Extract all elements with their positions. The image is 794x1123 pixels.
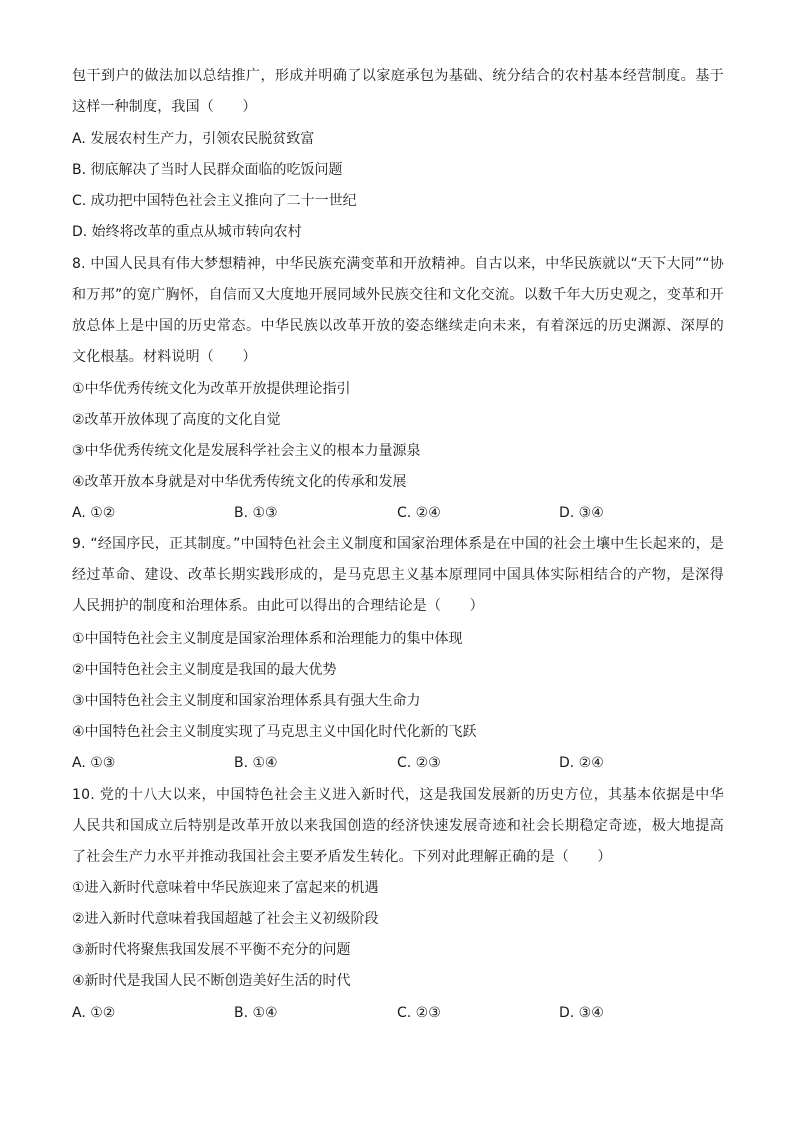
q10-choice-d: D. ③④	[559, 1005, 604, 1021]
q9-choices	[72, 748, 724, 779]
q8-choice-d: D. ③④	[559, 505, 604, 521]
q8-choice-c: C. ②④	[397, 505, 441, 521]
q8-statement-3: ③中华优秀传统文化是发展科学社会主义的根本力量源泉	[72, 443, 421, 459]
q9-choice-d: D. ②④	[559, 755, 604, 771]
q7-option-a: A. 发展农村生产力，引领农民脱贫致富	[72, 131, 315, 147]
q10-statement-2: ②进入新时代意味着我国超越了社会主义初级阶段	[72, 911, 379, 927]
q9-statement-4: ④中国特色社会主义制度实现了马克思主义中国化时代化新的飞跃	[72, 724, 477, 740]
q9-choice-a: A. ①③	[72, 755, 116, 771]
q7-stem-tail: 包干到户的做法加以总结推广，形成并明确了以家庭承包为基础、统分结合的农村基本经营制度。基于这样一种制度，我国（ ）	[72, 68, 724, 115]
q10-stem: 10. 党的十八大以来，中国特色社会主义进入新时代，这是我国发展新的历史方位，其基本依据是中华人民共和国成立后特别是改革开放以来我国创造的经济快速发展奇迹和社会长期稳定奇迹，极大地提高了社会生产力水平并推动我国社会主要矛盾发生转化。下列对此理解正确的是（ ）	[72, 787, 724, 865]
q9-choice-b: B. ①④	[234, 755, 278, 771]
q8-choices	[72, 498, 724, 529]
q8-choice-b: B. ①③	[234, 505, 278, 521]
q10-choice-b: B. ①④	[234, 1005, 278, 1021]
q10-statement-1: ①进入新时代意味着中华民族迎来了富起来的机遇	[72, 880, 379, 896]
q7-option-d: D. 始终将改革的重点从城市转向农村	[72, 224, 302, 240]
q10-statement-4: ④新时代是我国人民不断创造美好生活的时代	[72, 973, 351, 989]
q9-choice-c: C. ②③	[397, 755, 441, 771]
q9-statement-1: ①中国特色社会主义制度是国家治理体系和治理能力的集中体现	[72, 631, 463, 647]
q9-statement-2: ②中国特色社会主义制度是我国的最大优势	[72, 662, 337, 678]
q10-choice-c: C. ②③	[397, 1005, 441, 1021]
q8-statement-2: ②改革开放体现了高度的文化自觉	[72, 412, 281, 428]
q10-statement-3: ③新时代将聚焦我国发展不平衡不充分的问题	[72, 942, 351, 958]
q7-option-b: B. 彻底解决了当时人民群众面临的吃饭问题	[72, 162, 343, 178]
q7-option-c: C. 成功把中国特色社会主义推向了二十一世纪	[72, 193, 357, 209]
q8-choice-a: A. ①②	[72, 505, 116, 521]
q8-statement-1: ①中华优秀传统文化为改革开放提供理论指引	[72, 381, 351, 397]
q9-statement-3: ③中国特色社会主义制度和国家治理体系具有强大生命力	[72, 693, 421, 709]
q10-choices	[72, 998, 724, 1029]
q10-choice-a: A. ①②	[72, 1005, 116, 1021]
q9-stem: 9. “经国序民，正其制度。”中国特色社会主义制度和国家治理体系是在中国的社会土壤中生长起来的，是经过革命、建设、改革长期实践形成的，是马克思主义基本原理同中国具体实际相结合的产物，是深得人民拥护的制度和治理体系。由此可以得出的合理结论是（ ）	[72, 536, 724, 614]
q8-stem: 8. 中国人民具有伟大梦想精神，中华民族充满变革和开放精神。自古以来，中华民族就以“天下大同”“协和万邦”的宽广胸怀，自信而又大度地开展同域外民族交往和文化交流。以数千年大历史观之，变革和开放总体上是中国的历史常态。中华民族以改革开放的姿态继续走向未来，有着深远的历史渊源、深厚的文化根基。材料说明（ ）	[72, 256, 724, 365]
q8-statement-4: ④改革开放本身就是对中华优秀传统文化的传承和发展	[72, 474, 407, 490]
